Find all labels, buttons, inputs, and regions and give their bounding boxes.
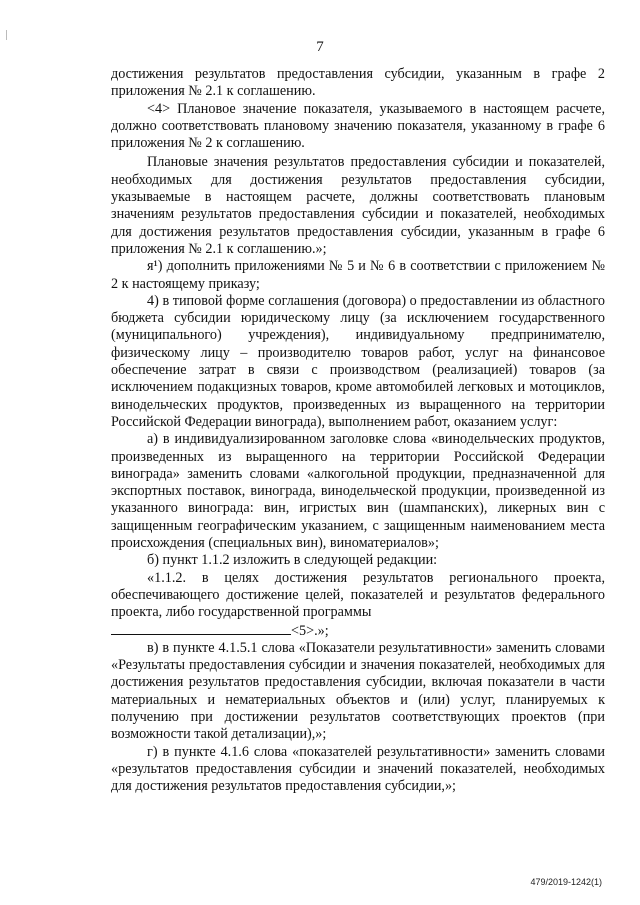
paragraph-planned-values: Плановые значения результатов предоставления субсидии и показателей, необходимых для достижения результатов предоставления субсидии, указываемые в настоящем расчете, должны соответствовать плановым значениям результатов предоставления субсидии и показателей, необходимых для достижения результатов предоставления субсидии, указанным в графе 6 приложения № 2.1 к соглашению.»; xyxy=(111,154,605,257)
paragraph-ya1: я¹) дополнить приложениями № 5 и № 6 в соответствии с приложением № 2 к настоящему приказу; xyxy=(111,258,605,292)
paragraph-1-1-2: «1.1.2. в целях достижения результатов регионального проекта, обеспечивающего достижение целей, показателей и результатов федерального проекта, либо государственной программы xyxy=(111,569,605,621)
fill-in-line xyxy=(111,622,291,635)
paragraph-item-v: в) в пункте 4.1.5.1 слова «Показатели результативности» заменить словами «Результаты предоставления субсидии и значения показателей, необходимых для достижения результатов предоставления субсидии, включая показатели в части материальных и нематериальных объектов и (или) услуг, планируемых к получению при достижении результатов соответствующих проектов (при возможности такой детализации),»; xyxy=(111,639,605,743)
paragraph-item-a: а) в индивидуализированном заголовке слова «винодельческих продуктов, произведенных из выращенного на территории Российской Федерации винограда» заменить словами «алкогольной продукции, предназначенной для экспортных поставок, винограда, винодельческой продукции, произведенной из указанного винограда: вин, игристых вин (шампанских), ликерных вин с защищенным географическим указанием, с защищенным наименованием места происхождения (специальных вин), виноматериалов»; xyxy=(111,431,605,552)
paragraph-item-g: г) в пункте 4.1.6 слова «показателей результативности» заменить словами «результатов предоставления субсидии и значений показателей, необходимых для достижения результатов предоставления субсидии,»; xyxy=(111,743,605,795)
page-number: 7 xyxy=(316,39,324,55)
paragraph-footnote-4: <4> Плановое значение показателя, указываемого в настоящем расчете, должно соответствовать плановому значению показателя, указанному в графе 6 приложения № 2 к соглашению. xyxy=(111,100,605,152)
document-code: 479/2019-1242(1) xyxy=(530,877,602,887)
paragraph-1: достижения результатов предоставления субсидии, указанным в графе 2 приложения № 2.1 к соглашению. xyxy=(111,66,605,100)
paragraph-blank-line xyxy=(111,622,605,640)
paragraph-item-b: б) пункт 1.1.2 изложить в следующей редакции: xyxy=(147,552,438,569)
paragraph-item-4: 4) в типовой форме соглашения (договора) о предоставлении из областного бюджета субсидии юридическому лицу (за исключением государственного (муниципального) учреждения), индивидуальному предпринимателю, физическому лицу – производителю товаров работ, услуг на финансовое обеспечение затрат в связи с производством (реализацией) товаров (за исключением подакцизных товаров, кроме автомобилей легковых и мотоциклов, винодельческих продуктов, произведенных из выращенного на территории Российской Федерации винограда), выполнением работ, оказанием услуг: xyxy=(111,292,605,430)
footnote-ref-5: <5>.»; xyxy=(291,622,329,639)
document-body xyxy=(111,66,605,795)
